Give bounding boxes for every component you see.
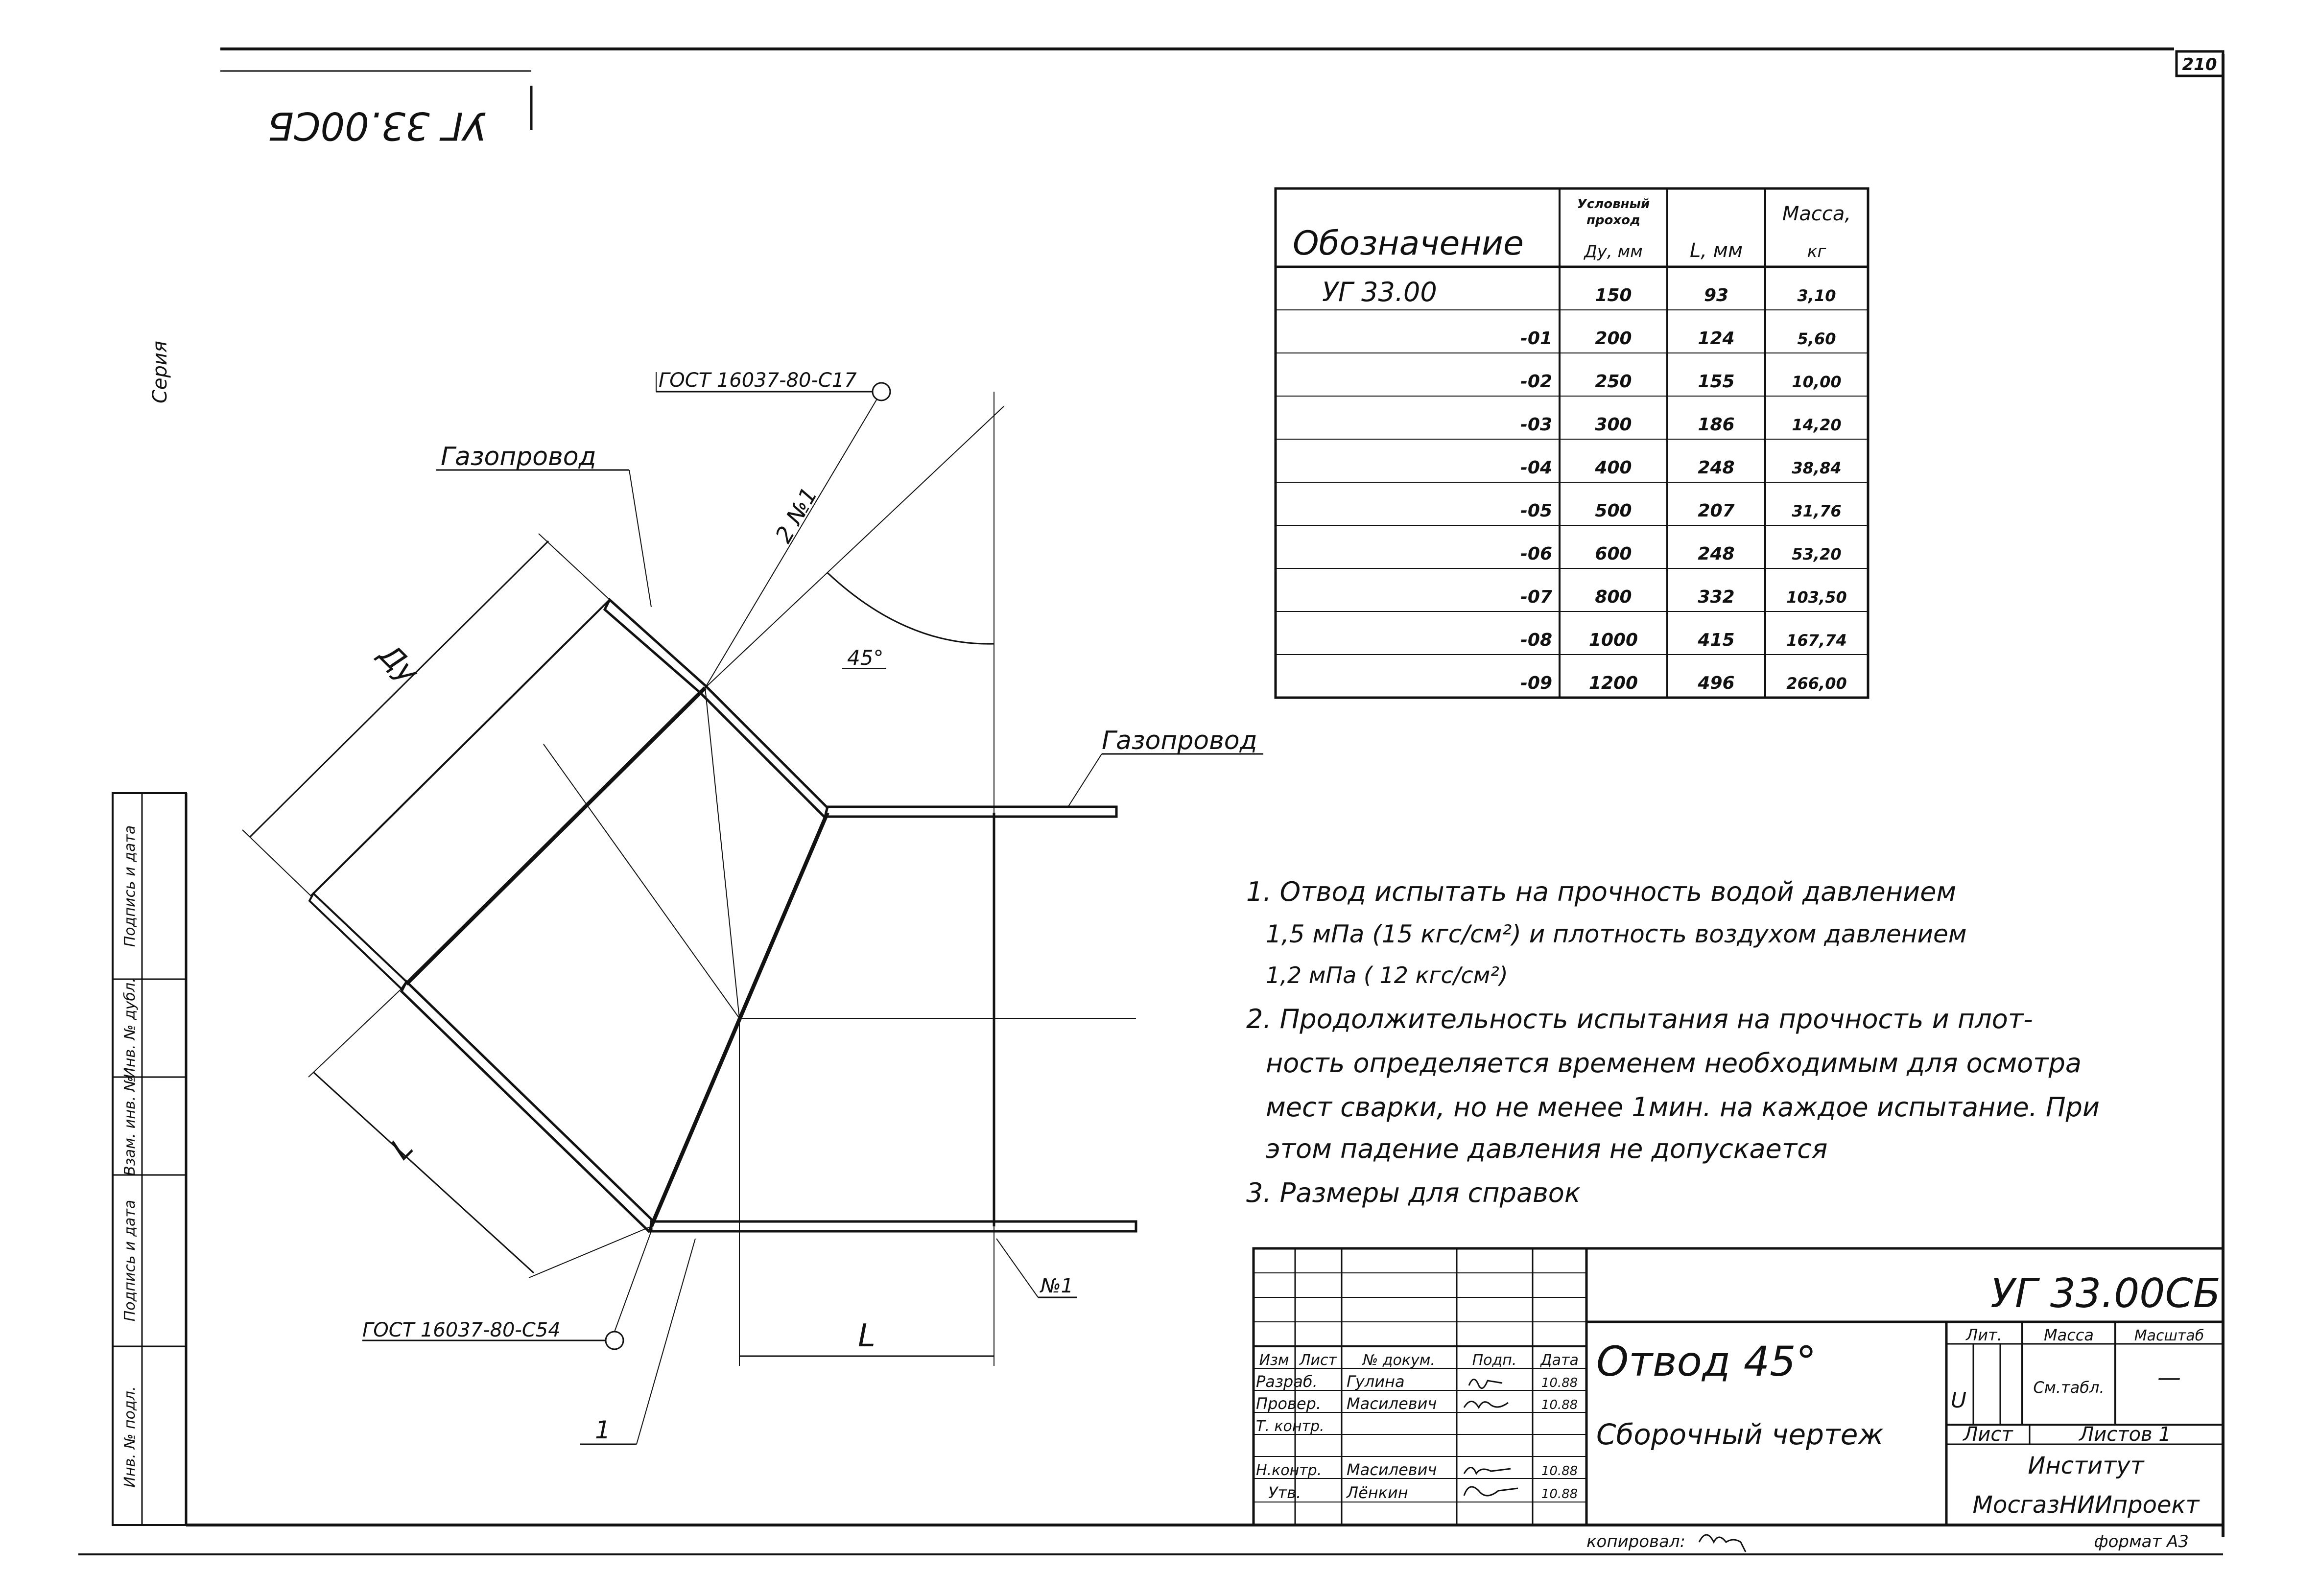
angle-label: 45° bbox=[847, 646, 884, 670]
row-length: 248 bbox=[1698, 458, 1735, 478]
spec-table-row bbox=[1520, 587, 1847, 607]
row-bore: 600 bbox=[1595, 544, 1632, 564]
row-mass: 266,00 bbox=[1786, 674, 1847, 693]
spec-table-row bbox=[1520, 415, 1842, 435]
row-mass: 5,60 bbox=[1797, 329, 1836, 348]
title-block-code: УГ 33.00СБ bbox=[1990, 1270, 2221, 1317]
role-label: Разраб. bbox=[1256, 1372, 1318, 1391]
col-header-designation: Обозначение bbox=[1293, 224, 1524, 263]
row-designation: -01 bbox=[1520, 329, 1552, 349]
lit-value: U bbox=[1950, 1388, 1967, 1413]
row-length: 496 bbox=[1698, 673, 1735, 693]
row-length: 248 bbox=[1698, 544, 1735, 564]
row-mass: 53,20 bbox=[1792, 545, 1842, 563]
col-header-bore-3: Ду, мм bbox=[1584, 242, 1643, 261]
row-bore: 200 bbox=[1595, 329, 1632, 349]
role-name: Масилевич bbox=[1347, 1460, 1437, 1479]
row-mass: 10,00 bbox=[1792, 373, 1842, 391]
scale-value: — bbox=[2157, 1364, 2181, 1391]
note-line: этом падение давления не допускается bbox=[1266, 1133, 1828, 1164]
spec-table-row bbox=[1520, 544, 1842, 564]
note-line: ность определяется временем необходимым для осмотра bbox=[1266, 1048, 2082, 1079]
col-header-bore-2: проход bbox=[1586, 213, 1641, 228]
col-header-bore-1: Условный bbox=[1577, 197, 1650, 211]
row-bore: 150 bbox=[1595, 285, 1632, 305]
copied-by-signature bbox=[1699, 1535, 1746, 1552]
row-length: 415 bbox=[1698, 630, 1735, 650]
role-label: Н.контр. bbox=[1256, 1462, 1322, 1479]
row-length: 124 bbox=[1698, 329, 1735, 349]
row-bore: 500 bbox=[1595, 501, 1632, 521]
note-line: 3. Размеры для справок bbox=[1246, 1177, 1581, 1208]
note-line: 1,2 мПа ( 12 кгс/см²) bbox=[1266, 962, 1508, 988]
row-mass: 103,50 bbox=[1786, 588, 1847, 607]
series-label: Серия bbox=[149, 341, 171, 403]
spec-table-row bbox=[1520, 458, 1842, 478]
spec-table bbox=[1276, 188, 1868, 698]
spec-table-row bbox=[1520, 630, 1847, 650]
role-date: 10.88 bbox=[1541, 1398, 1578, 1412]
pipeline-right-label: Газопровод bbox=[1102, 726, 1257, 755]
role-label: Т. контр. bbox=[1256, 1418, 1325, 1435]
stamp-inv-podl: Инв. № подл. bbox=[121, 1386, 139, 1488]
title-block-title: Отвод 45° bbox=[1596, 1338, 1817, 1385]
signature-scribble bbox=[1464, 1487, 1518, 1496]
stamp-sign-date-1: Подпись и дата bbox=[121, 1199, 139, 1322]
role-date: 10.88 bbox=[1541, 1464, 1578, 1479]
wall-upper-left bbox=[605, 600, 828, 818]
row-bore: 400 bbox=[1595, 458, 1632, 478]
row-bore: 1200 bbox=[1588, 673, 1638, 693]
role-date: 10.88 bbox=[1541, 1487, 1578, 1502]
row-bore: 800 bbox=[1595, 587, 1632, 607]
row-length: 93 bbox=[1704, 285, 1729, 305]
note-line: 1. Отвод испытать на прочность водой давлением bbox=[1246, 876, 1957, 907]
sheet-label: Лист bbox=[1963, 1423, 2013, 1446]
row-bore: 1000 bbox=[1588, 630, 1638, 650]
stamp-vzam-inv: Взам. инв. № bbox=[121, 1076, 139, 1176]
l-left-label: L bbox=[384, 1130, 420, 1167]
note-line: 1,5 мПа (15 кгс/см²) и плотность воздухом давлением bbox=[1266, 920, 1967, 948]
signature-scribble bbox=[1464, 1468, 1511, 1474]
row-designation: -03 bbox=[1520, 415, 1552, 435]
wall-end-left bbox=[309, 893, 406, 989]
row-designation: -09 bbox=[1520, 673, 1552, 693]
rotated-drawing-code: УГ 33.00СБ bbox=[267, 103, 487, 147]
col-header-length: L, мм bbox=[1689, 239, 1743, 262]
row-length: 186 bbox=[1698, 415, 1735, 435]
scale-label: Масштаб bbox=[2134, 1327, 2204, 1344]
signature-scribble bbox=[1469, 1380, 1502, 1388]
spec-table-row bbox=[1520, 329, 1836, 349]
gost-bottom-label: ГОСТ 16037-80-С54 bbox=[362, 1319, 561, 1341]
row-designation: -07 bbox=[1520, 587, 1552, 607]
col-list: Лист bbox=[1299, 1352, 1337, 1369]
row-mass: 167,74 bbox=[1786, 631, 1847, 650]
note-line: 2. Продолжительность испытания на прочность и плот- bbox=[1246, 1004, 2033, 1034]
role-date: 10.88 bbox=[1541, 1376, 1578, 1390]
stamp-inv-dubl: Инв. № дубл. bbox=[121, 978, 139, 1079]
note-line: мест сварки, но не менее 1мин. на каждое испытание. При bbox=[1266, 1092, 2100, 1123]
role-name: Масилевич bbox=[1347, 1394, 1437, 1413]
seam-label: 2 №1 bbox=[770, 483, 823, 547]
spec-table-row bbox=[1520, 673, 1847, 693]
role-name: Гулина bbox=[1347, 1372, 1405, 1391]
n1-label: №1 bbox=[1041, 1275, 1074, 1297]
lit-label: Лит. bbox=[1966, 1326, 2002, 1344]
row-length: 332 bbox=[1698, 587, 1735, 607]
format-label: формат А3 bbox=[2094, 1532, 2189, 1551]
col-header-mass-2: кг bbox=[1807, 242, 1826, 261]
row-designation: УГ 33.00 bbox=[1322, 277, 1437, 307]
spec-table-row bbox=[1322, 277, 1836, 307]
stamp-sign-date-2: Подпись и дата bbox=[121, 825, 139, 947]
sheets-label: Листов 1 bbox=[2079, 1423, 2171, 1446]
title-block-subtitle: Сборочный чертеж bbox=[1596, 1418, 1884, 1451]
spec-table-row bbox=[1520, 372, 1842, 392]
row-length: 155 bbox=[1698, 372, 1735, 392]
col-izm: Изм bbox=[1259, 1352, 1289, 1369]
copied-by: копировал: bbox=[1586, 1532, 1686, 1551]
institute-line-1: Институт bbox=[2028, 1452, 2144, 1479]
dy-label: Ду bbox=[372, 637, 426, 690]
row-designation: -04 bbox=[1520, 458, 1552, 478]
row-mass: 14,20 bbox=[1792, 416, 1842, 434]
row-designation: -08 bbox=[1520, 630, 1552, 650]
mass-value: См.табл. bbox=[2033, 1378, 2105, 1397]
row-length: 207 bbox=[1698, 501, 1735, 521]
row-mass: 38,84 bbox=[1792, 459, 1842, 477]
row-designation: -06 bbox=[1520, 544, 1552, 564]
row-mass: 31,76 bbox=[1792, 502, 1842, 520]
row-mass: 3,10 bbox=[1797, 286, 1836, 305]
elbow-drawing bbox=[242, 372, 1263, 1444]
role-label: Утв. bbox=[1268, 1483, 1301, 1502]
role-name: Лёнкин bbox=[1347, 1483, 1408, 1502]
pipeline-left-label: Газопровод bbox=[441, 442, 596, 471]
spec-table-row bbox=[1520, 501, 1842, 521]
row-bore: 250 bbox=[1595, 372, 1632, 392]
sheet-number: 210 bbox=[2182, 55, 2217, 74]
row-bore: 300 bbox=[1595, 415, 1632, 435]
col-header-mass-1: Масса, bbox=[1782, 203, 1851, 225]
gost-top-label: ГОСТ 16037-80-С17 bbox=[659, 369, 857, 392]
wall-lower-left bbox=[402, 982, 654, 1231]
wall-upper-right bbox=[825, 807, 1116, 817]
technical-notes bbox=[1246, 876, 2100, 1208]
col-date: Дата bbox=[1540, 1352, 1579, 1369]
row-designation: -02 bbox=[1520, 372, 1552, 392]
role-label: Провер. bbox=[1256, 1394, 1321, 1413]
institute-line-2: МосгазНИИпроект bbox=[1972, 1491, 2200, 1519]
wall-lower-right bbox=[651, 1221, 1136, 1231]
mass-label: Масса bbox=[2043, 1326, 2094, 1344]
col-doc: № докум. bbox=[1363, 1352, 1435, 1369]
row-designation: -05 bbox=[1520, 501, 1552, 521]
l-bottom-label: L bbox=[858, 1318, 876, 1354]
side-stamp bbox=[113, 793, 186, 1525]
signature-scribble bbox=[1464, 1402, 1508, 1408]
callout-1: 1 bbox=[595, 1416, 611, 1444]
col-sign: Подп. bbox=[1472, 1352, 1517, 1369]
